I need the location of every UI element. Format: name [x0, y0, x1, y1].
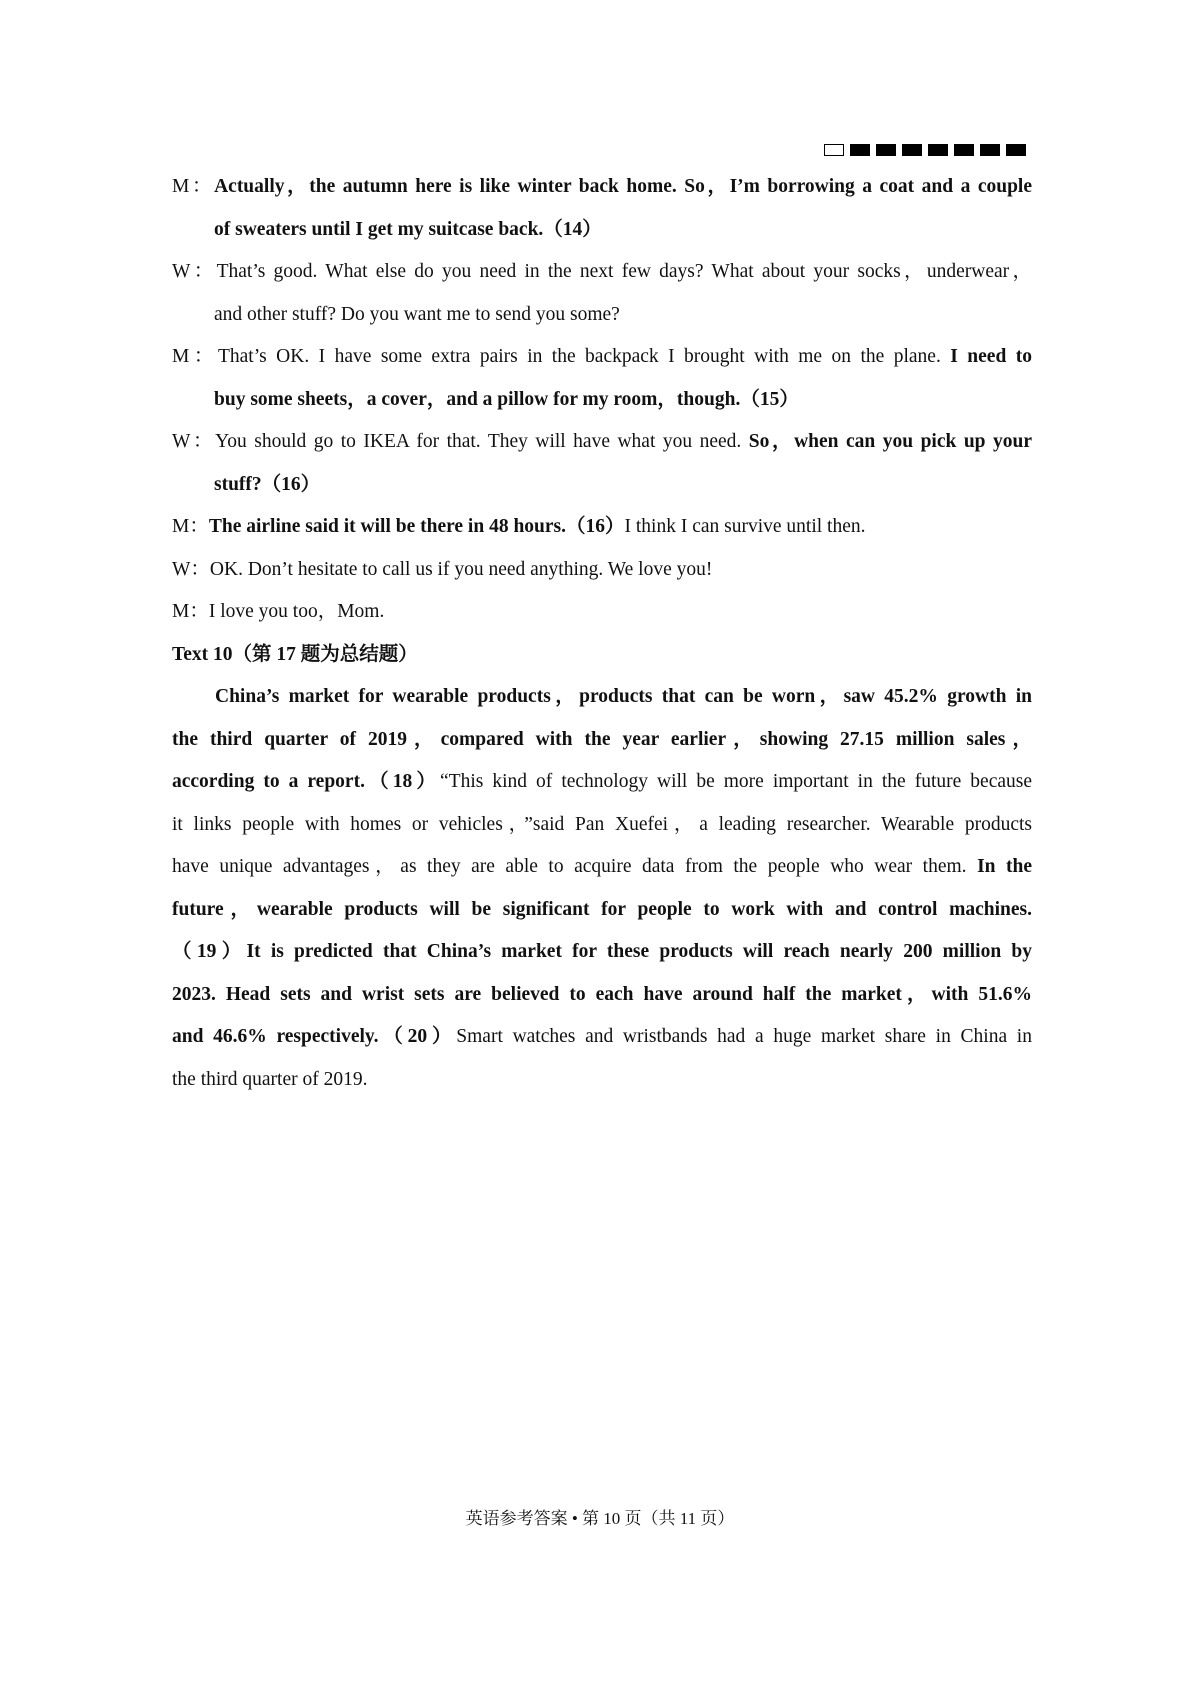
- dialogue-line: [172, 209, 1032, 252]
- dialogue-line: [172, 379, 1032, 422]
- speaker-label: W：: [172, 558, 210, 580]
- paragraph-line: [172, 804, 1032, 847]
- header-mark: [954, 144, 974, 156]
- dialogue-line: [172, 549, 1032, 592]
- text-run: OK. Don’t hesitate to call us if you need anything. We love you!: [209, 558, 713, 580]
- dialogue-line: [172, 591, 1032, 634]
- paragraph-line: [172, 1059, 1032, 1102]
- text-run: of sweaters until I get my suitcase back.（14）: [214, 218, 602, 240]
- paragraph-line: [172, 931, 1032, 974]
- text-run: So，when can you pick up your: [748, 431, 1032, 452]
- text-run: China’s market for wearable products，products that can be worn，saw 45.2% growth in: [215, 686, 1032, 707]
- text-run: stuff?（16）: [214, 473, 321, 495]
- header-mark: [902, 144, 922, 156]
- page-footer: 英语参考答案 • 第 10 页（共 11 页）: [465, 1509, 735, 1528]
- dialogue-line: [172, 336, 1032, 379]
- text-run: （19）It is predicted that China’s market for these products will reach nearly 200 million by: [172, 941, 1032, 962]
- header-mark: [876, 144, 896, 156]
- header-mark: [1006, 144, 1026, 156]
- paragraph-line: [172, 1016, 1032, 1059]
- text-run: I think I can survive until then.: [624, 516, 866, 537]
- dialogue-line: [172, 421, 1032, 464]
- speaker-label: M：: [172, 176, 215, 197]
- text-run: it links people with homes or vehicles，”said Pan Xuefei，a leading researcher. Wearable products: [172, 813, 1032, 835]
- text-run: I love you too，Mom.: [208, 601, 385, 622]
- paragraph-line: [172, 846, 1032, 889]
- dialogue-line: [172, 464, 1032, 507]
- text-run: the third quarter of 2019，compared with the year earlier，showing 27.15 million sales，: [172, 728, 1032, 750]
- header-mark-hollow: [824, 144, 844, 156]
- header-marks: [824, 144, 1026, 156]
- text-run: according to a report.（18）: [172, 771, 441, 792]
- text-run: 2023. Head sets and wrist sets are believed to each have around half the market，with 51.6%: [172, 983, 1032, 1005]
- text-run: Actually，the autumn here is like winter back home. So，I’m borrowing a coat and a couple: [214, 176, 1032, 197]
- text-run: I need to: [950, 346, 1032, 367]
- text-run: buy some sheets，a cover，and a pillow for my room，though.（15）: [214, 388, 799, 410]
- text-run: The airline said it will be there in 48 hours.（16）: [208, 516, 625, 537]
- dialogue-line: [172, 166, 1032, 209]
- speaker-label: M：: [172, 346, 218, 367]
- text-run: “This kind of technology will be more important in the future because: [440, 771, 1032, 792]
- text-run: future，wearable products will be significant for people to work with and control machines.: [172, 898, 1032, 920]
- paragraph-line: [172, 676, 1032, 719]
- speaker-label: W：: [172, 261, 217, 282]
- header-mark: [980, 144, 1000, 156]
- dialogue-line: [172, 251, 1032, 294]
- speaker-label: M：: [172, 601, 209, 622]
- text-run: have unique advantages，as they are able to acquire data from the people who wear them.: [172, 856, 978, 877]
- text-run: In the: [977, 856, 1032, 877]
- text-run: and other stuff? Do you want me to send you some?: [214, 303, 620, 325]
- paragraph-line: [172, 719, 1032, 762]
- text-run: You should go to IKEA for that. They will have what you need.: [215, 431, 749, 452]
- text-run: That’s OK. I have some extra pairs in the backpack I brought with me on the plane.: [217, 346, 951, 367]
- text-10-paragraph: [172, 676, 1032, 1101]
- dialogue-line: [172, 294, 1032, 337]
- speaker-label: M：: [172, 516, 209, 537]
- text-run: the third quarter of 2019.: [172, 1068, 368, 1090]
- paragraph-line: [172, 889, 1032, 932]
- text-run: That’s good. What else do you need in the next few days? What about your socks，underwear，: [216, 261, 1032, 282]
- speaker-label: W：: [172, 431, 216, 452]
- header-mark: [928, 144, 948, 156]
- dialogue-line: [172, 506, 1032, 549]
- dialogue: [172, 166, 1032, 634]
- text-run: Smart watches and wristbands had a huge market share in China in: [456, 1026, 1032, 1047]
- text-run: and 46.6% respectively.（20）: [172, 1026, 457, 1047]
- header-mark: [850, 144, 870, 156]
- paragraph-line: [172, 761, 1032, 804]
- document-body: [172, 166, 1032, 1101]
- section-heading: Text 10（第 17 题为总结题）: [172, 643, 418, 665]
- paragraph-line: [172, 974, 1032, 1017]
